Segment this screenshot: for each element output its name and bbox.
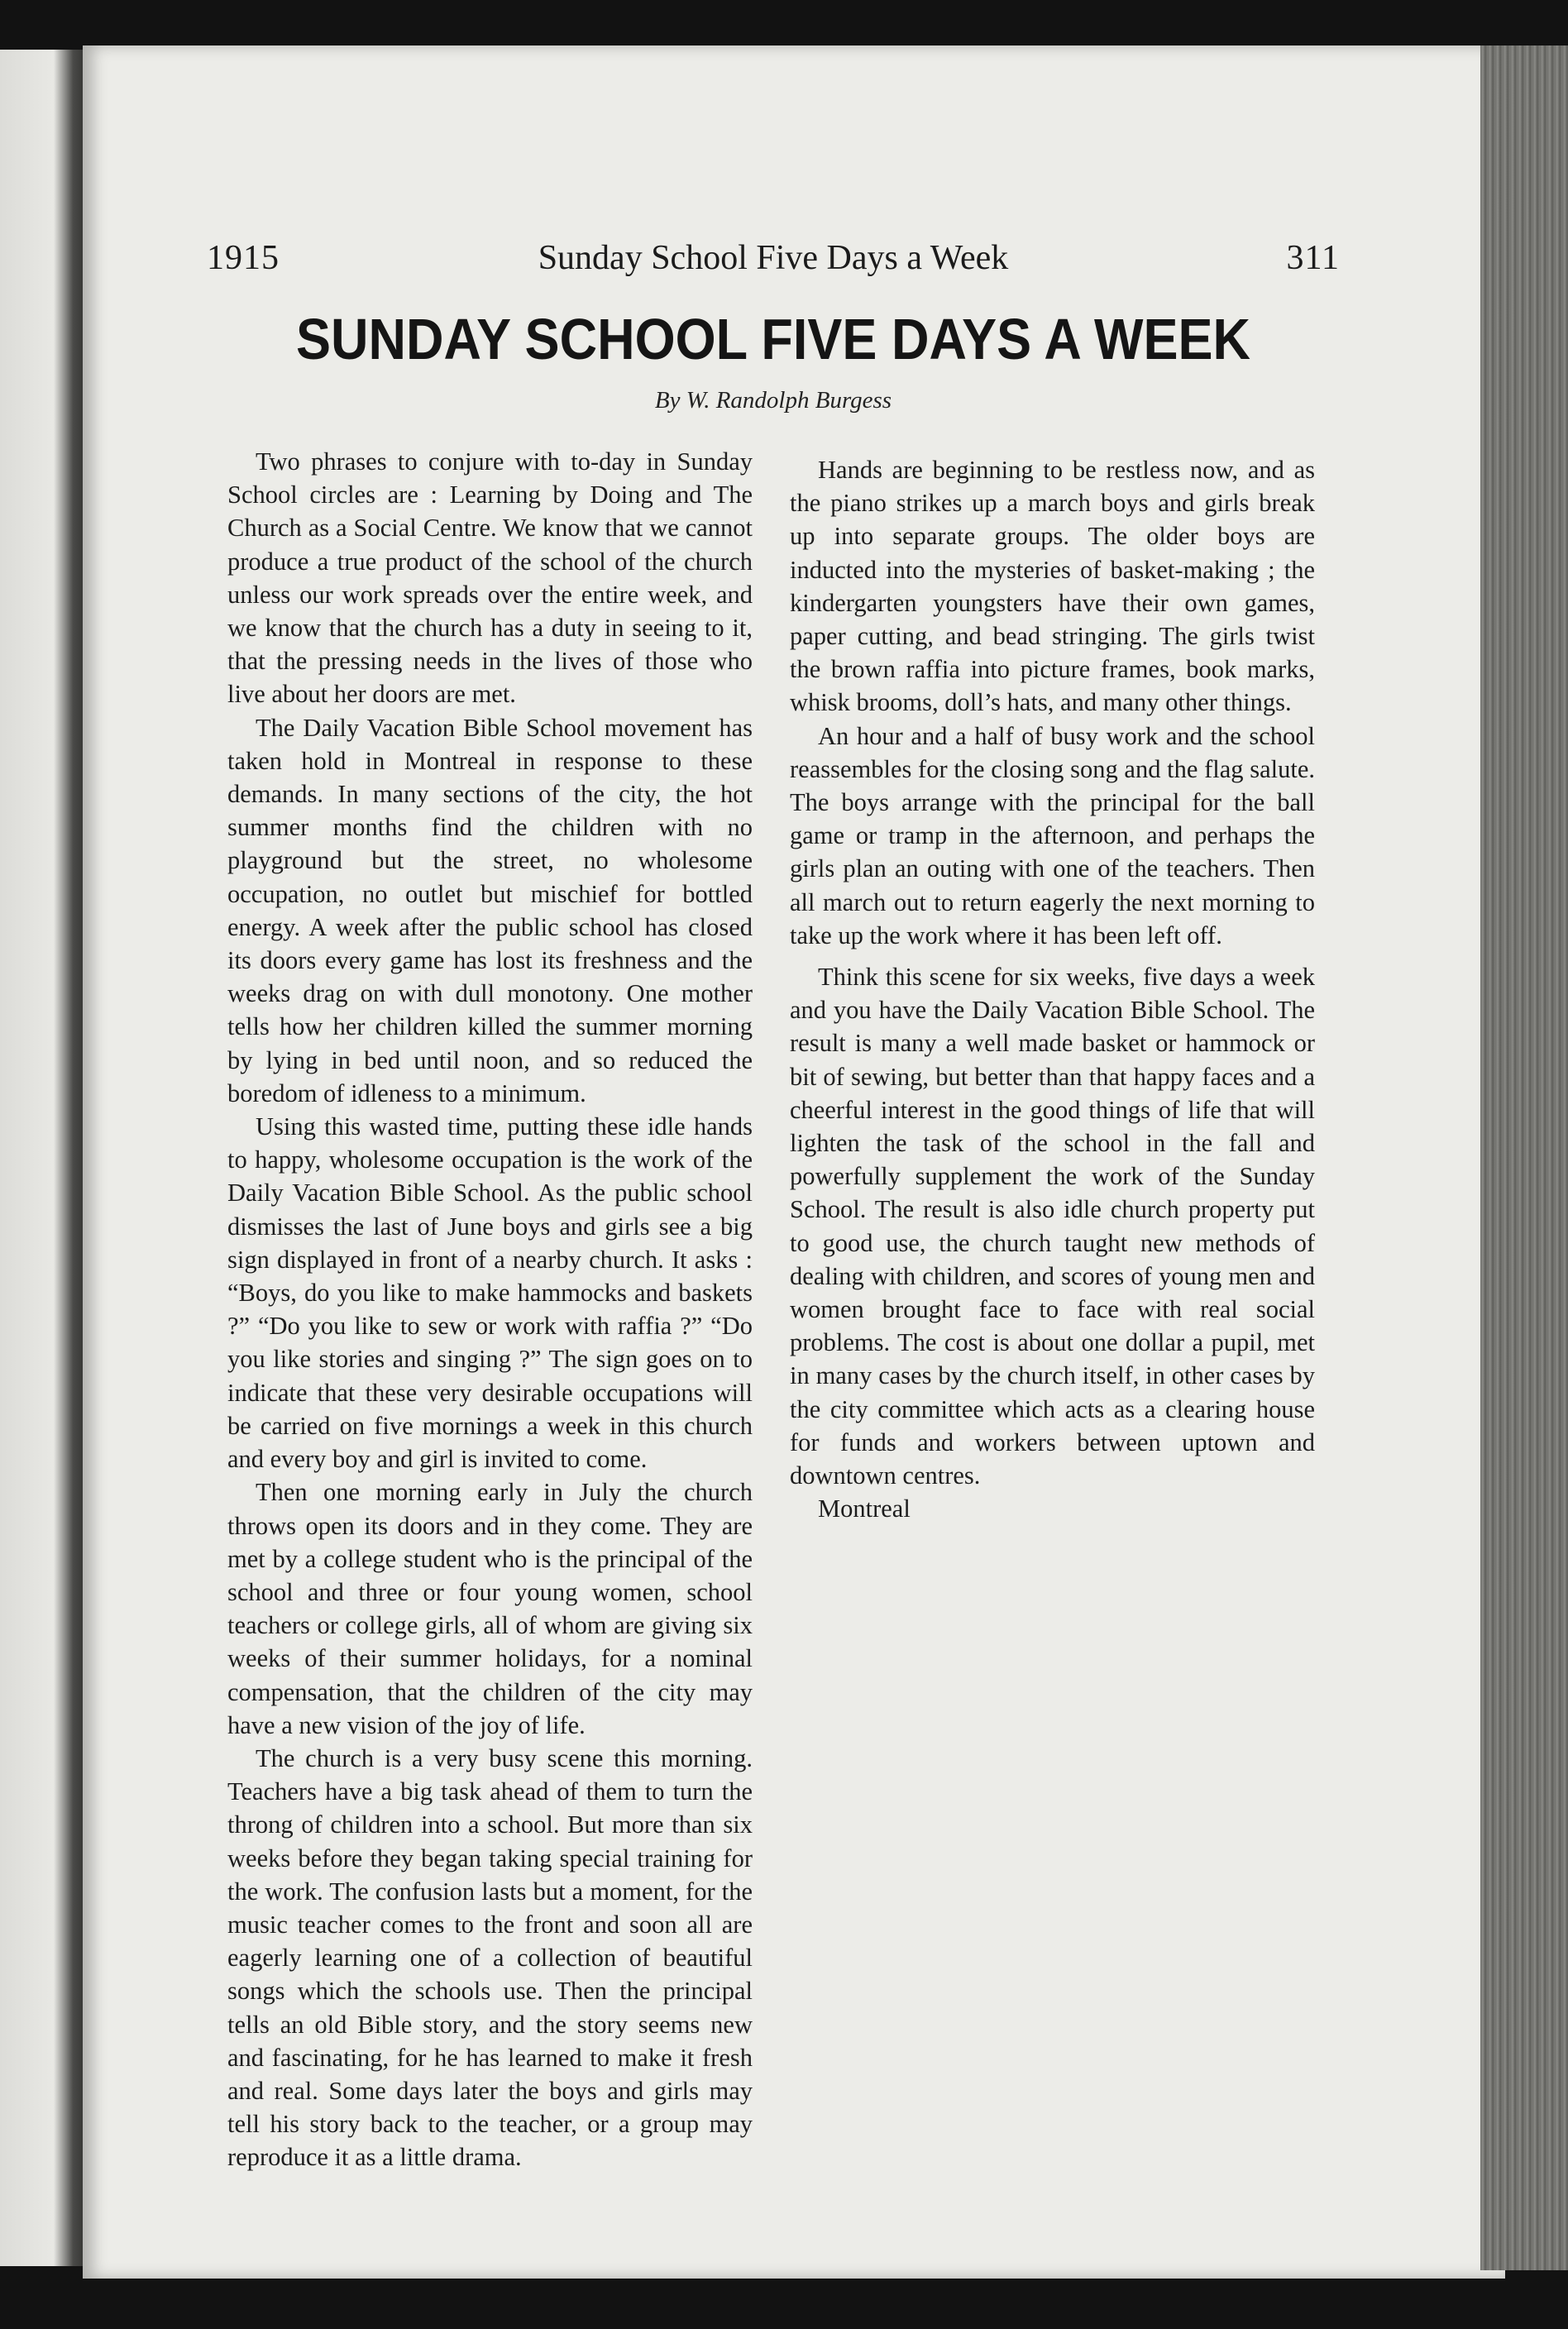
text-column-right [790, 445, 1315, 1526]
running-title: Sunday School Five Days a Week [538, 239, 1009, 277]
page-number: 311 [1286, 239, 1340, 277]
page-stack-edge [1480, 45, 1568, 2270]
article-byline: By W. Randolph Burgess [654, 387, 892, 414]
text-column-left [227, 445, 753, 2174]
article-title: SUNDAY SCHOOL FIVE DAYS A WEEK [295, 307, 1251, 371]
running-header [207, 238, 1340, 288]
paragraph-4: Then one morning early in July the church throws open its doors and in they come. They are met by a college student who is the principal of the school and three or four young women, school teachers or college girls, all of whom are giving six weeks of their summer holidays, for a nominal compensation, that the children of the city may have a new vision of the joy of life. [227, 1478, 753, 1739]
header-year: 1915 [207, 239, 280, 277]
paragraph-2: The Daily Vacation Bible School movement has taken hold in Montreal in response to these demands. In many sections of the city, the hot summer months find the children with no playground but the street, no wholesome occupation, no outlet but mischief for bottled energy. A week after the public school has closed its doors every game has lost its freshness and the weeks drag on with dull monotony. One mother tells how her children killed the summer morning by lying in bed until noon, and so reduced the boredom of idleness to a minimum. [227, 713, 753, 1107]
paragraph-5: The church is a very busy scene this morning. Teachers have a big task ahead of them to turn the throng of children into a school. But more than six weeks before they began taking special training for the work. The confusion lasts but a moment, for the music teacher comes to the front and soon all are eagerly learning one of a collection of beautiful songs which the schools use. Then the principal tells an old Bible story, and the story seems new and fascinating, for he has learned to make it fresh and real. Some days later the boys and girls may tell his story back to the teacher, or a group may reproduce it as a little drama. [227, 1743, 753, 2172]
paragraph-7: An hour and a half of busy work and the school reassembles for the closing song and the flag salute. The boys arrange with the principal for the ball game or tramp in the afternoon, and perhaps the girls plan an outing with one of the teachers. Then all march out to return eagerly the next morning to take up the work where it has been left off. [790, 721, 1315, 949]
paragraph-1: Two phrases to conjure with to-day in Sunday School circles are : Learning by Doing and The Church as a Social Centre. We know that we cannot produce a true product of the school of the church unless our work spreads over the entire week, and we know that the church has a duty in seeing to it, that the pressing needs in the lives of those who live about her doors are met. [227, 447, 753, 709]
paragraph-3: Using this wasted time, putting these idle hands to happy, wholesome occupation is the work of the Daily Vacation Bible School. As the public school dismisses the last of June boys and girls see a big sign displayed in front of a nearby church. It asks : “Boys, do you like to make hammocks and baskets ?” “Do you like to sew or work with raffia ?” “Do you like stories and singing ?” The sign goes on to indicate that these very desirable occupations will be carried on five mornings a week in this church and every boy and girl is invited to come. [227, 1112, 753, 1474]
paragraph-6: Hands are beginning to be restless now, and as the piano strikes up a march boys and girls break up into separate groups. The older boys are inducted into the mysteries of basket-making ; the kindergarten youngsters have their own games, paper cutting, and bead stringing. The girls twist the brown raffia into picture frames, book marks, whisk brooms, doll’s hats, and many other things. [790, 456, 1315, 717]
paragraph-8: Think this scene for six weeks, five days a week and you have the Daily Vacation Bible School. The result is many a well made basket or hammock or bit of sewing, but better than that happy faces and a cheerful interest in the good things of life that will lighten the task of the school in the fall and powerfully supplement the work of the Sunday School. The result is also idle church property put to good use, the church taught new methods of dealing with children, and scores of young men and women brought face to face with real social problems. The cost is about one dollar a pupil, met in many cases by the church itself, in other cases by the city committee which acts as a clearing house for funds and workers between uptown and downtown centres. [790, 963, 1315, 1490]
place-signature: Montreal [818, 1494, 911, 1523]
